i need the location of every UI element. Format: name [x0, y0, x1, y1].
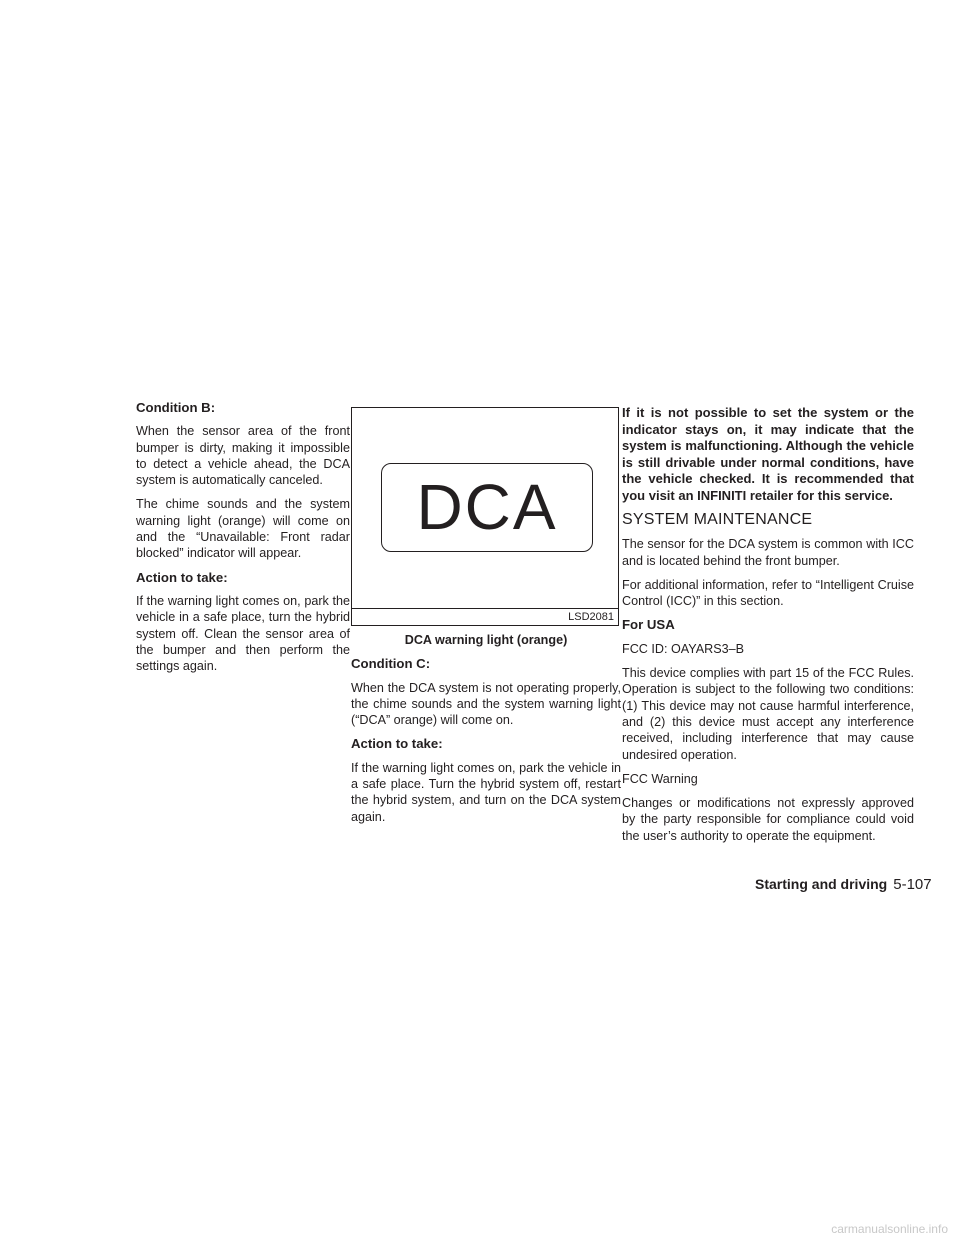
usa-heading: For USA — [622, 617, 675, 633]
column-middle — [351, 407, 621, 833]
column-left — [136, 400, 350, 682]
condition-c-paragraph: When the DCA system is not operating properly, the chime sounds and the system warning light (“DCA” orange) will come on. — [351, 680, 621, 728]
page-number: 5-107 — [893, 876, 932, 893]
page-footer — [755, 876, 932, 893]
condition-c-heading: Condition C: — [351, 656, 431, 672]
malfunction-paragraph: If it is not possible to set the system or the indicator stays on, it may indicate that the system is malfunctioning. Although the vehicle is still drivable under normal conditions, have the vehicle checked. It is recommended that you visit an INFINITI retailer for this service. — [622, 405, 914, 503]
watermark: carmanualsonline.info — [831, 1222, 948, 1236]
fcc-compliance-paragraph: This device complies with part 15 of the FCC Rules. Operation is subject to the following two conditions: (1) This device may not cause harmful interference, and (2) this device must accept any interference received, including interference that may cause undesired operation. — [622, 666, 914, 762]
dca-warning-light-figure — [351, 407, 619, 626]
action-heading-c: Action to take: — [351, 736, 443, 752]
column-right — [622, 405, 914, 852]
figure-divider — [352, 608, 618, 609]
fcc-id: FCC ID: OAYARS3–B — [622, 641, 745, 656]
dca-indicator-label: DCA — [416, 471, 558, 544]
action-paragraph-b: If the warning light comes on, park the vehicle in a safe place, turn the hybrid system off. Clean the sensor area of the bumper and then perform the settings again. — [136, 593, 350, 674]
condition-b-paragraph-2: The chime sounds and the system warning light (orange) will come on and the “Unavailable: Front radar blocked” indicator will appear. — [136, 497, 350, 561]
footer-section-title: Starting and driving — [755, 876, 888, 892]
maintenance-paragraph-1: The sensor for the DCA system is common with ICC and is located behind the front bumper. — [622, 537, 914, 568]
dca-indicator-icon — [381, 463, 593, 552]
fcc-warning-paragraph: Changes or modifications not expressly approved by the party responsible for compliance could void the user’s authority to operate the equipment. — [622, 796, 914, 843]
maintenance-paragraph-2: For additional information, refer to “Intelligent Cruise Control (ICC)” in this section. — [622, 577, 914, 609]
figure-caption: DCA warning light (orange) — [404, 633, 568, 647]
section-title: SYSTEM MAINTENANCE — [622, 511, 813, 528]
action-paragraph-c: If the warning light comes on, park the vehicle in a safe place. Turn the hybrid system off, restart the hybrid system, and turn on the DCA system again. — [351, 760, 621, 824]
fcc-warning-label: FCC Warning — [622, 771, 698, 786]
figure-code: LSD2081 — [568, 611, 614, 623]
condition-b-paragraph-1: When the sensor area of the front bumper is dirty, making it impossible to detect a vehicle ahead, the DCA system is automatically canceled. — [136, 424, 350, 488]
condition-b-heading: Condition B: — [136, 400, 216, 415]
action-heading-b: Action to take: — [136, 569, 228, 585]
